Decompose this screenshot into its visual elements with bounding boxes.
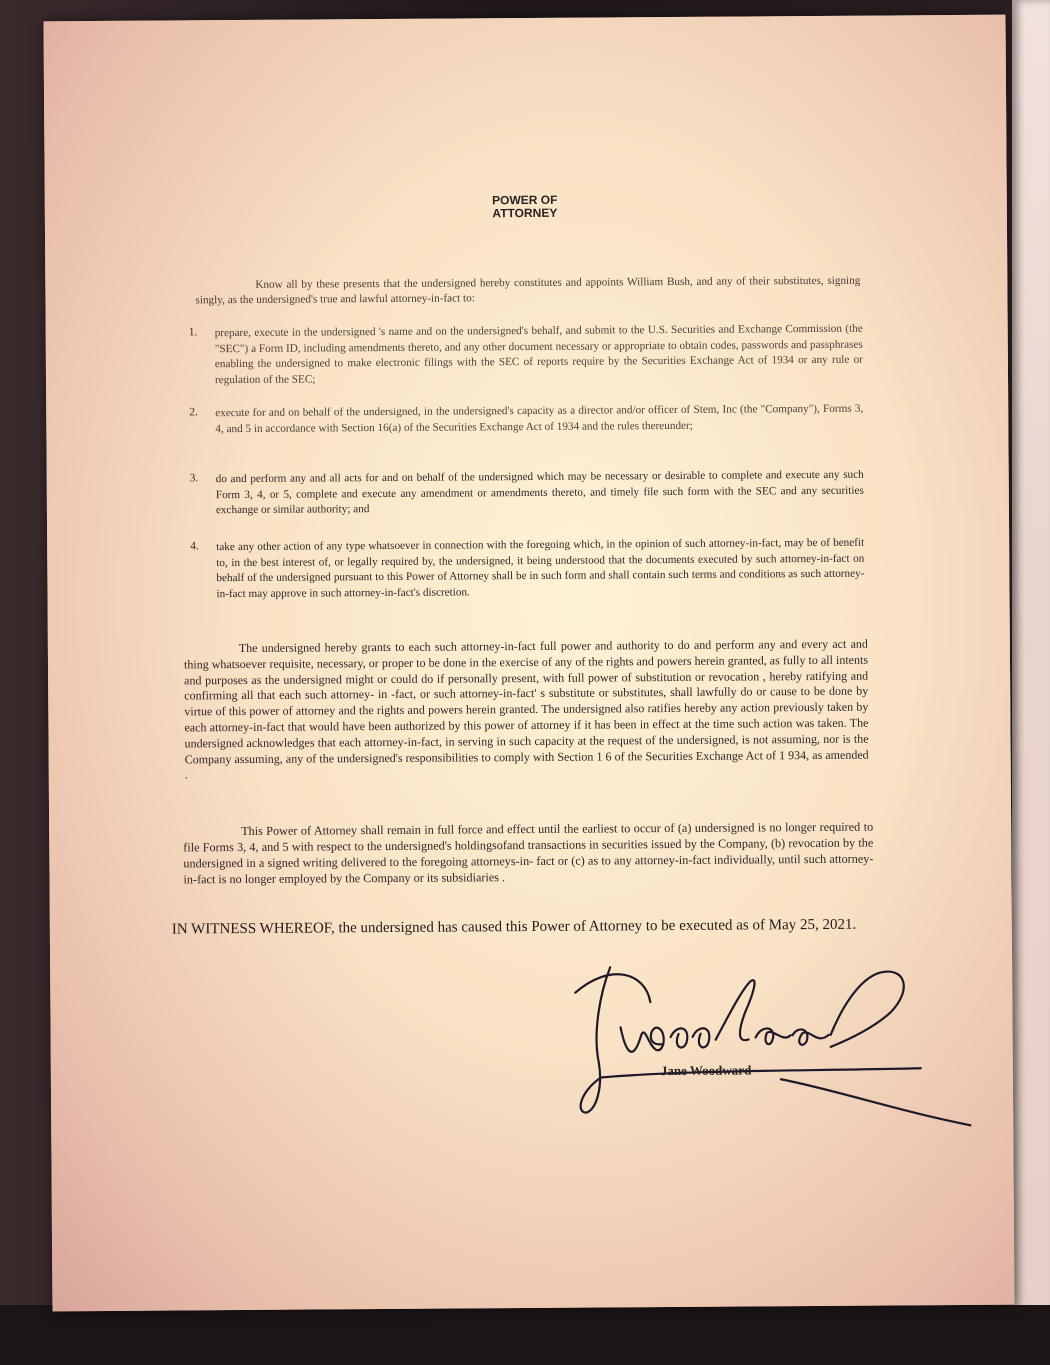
table-surface	[0, 1305, 1050, 1365]
grant-paragraph: The undersigned hereby grants to each such attorney-in-fact full power and authority to do and perform any and every act and thing whatsoever requisite, necessary, or proper to be done in the exercise of any of the rights and powers herein granted, as fully to all intents and purposes as the undersigned might or could do if personally present, with full power of substitution or revocation , hereby ratifying and confirming all that each such attorney- in -fact, or such attorney-in-fact' s substitute or substitutes, shall lawfully do or cause to be done by virtue of this power of attorney and the rights and powers herein granted. The undersigned also ratifies hereby any action previously taken by each attorney-in-fact that would have been authorized by this power of attorney if it has been in effect at the time such action was taken. The undersigned acknowledges that each attorney-in-fact, in serving in such capacity at the request of the undersigned, is not assuming, nor is the Company assuming, any of the undersigned's responsibilities to comply with Section 1 6 of the Securities Exchange Act of 1 934, as amended .	[183, 636, 869, 782]
list-item-number: 3.	[189, 472, 199, 485]
list-item-number: 2.	[189, 406, 198, 419]
document-page	[44, 15, 1015, 1312]
signature-block	[540, 950, 971, 1143]
list-item-text: take any other action of any type whatsoever in connection with the foregoing which, in the opinion of such attorney-in-fact, may be of benefit to, in the best interest of, or legally required by, the undersigned, it being understood that the documents executed by such attorney-in-fact on behalf of the undersigned pursuant to this Power of Attorney shall be in such form and shall contain such terms and conditions as such attorney-in-fact may approve in such attorney-in-fact's discretion.	[216, 536, 865, 600]
duration-paragraph: This Power of Attorney shall remain in full force and effect until the earliest to occur of (a) undersigned is no longer required to file Forms 3, 4, and 5 with respect to the undersigned's holdingsofand transactions in securities issued by the Company, (b) revocation by the undersigned in a signed writing delivered to the foregoing attorneys-in- fact or (c) as to any attorney-in-fact individually, until such attorney-in-fact is no longer employed by the Company or its subsidiaries .	[183, 819, 874, 887]
signature-text: JWoodward	[540, 952, 545, 954]
intro-paragraph: Know all by these presents that the undersigned hereby constitutes and appoints William Bush, and any of their substitutes, signing singly, as the undersigned's true and lawful attorney-in-fact to:	[195, 274, 861, 307]
list-item	[188, 322, 869, 386]
handwritten-signature	[540, 950, 971, 1143]
list-item-text: do and perform any and all acts for and on behalf of the undersigned which may be necessary or desirable to complete and execute any such Form 3, 4, or 5, complete and execute any amendment or amendments thereto, and timely file such form with the SEC and any securities exchange or similar authority; and	[215, 468, 864, 517]
witness-clause: IN WITNESS WHEREOF, the undersigned has caused this Power of Attorney to be executed as of May 25, 2021.	[171, 916, 857, 938]
list-item-number: 4.	[190, 540, 199, 553]
list-item	[189, 402, 869, 435]
list-item-text: prepare, execute in the undersigned 's name and on the undersigned's behalf, and submit to the U.S. Securities and Exchange Commission (the "SEC") a Form ID, including amendments thereto, and any other document necessary or appropriate to obtain codes, passwords and passphrases enabling the undersigned to make electronic filings with the SEC of reports require by the Securities Exchange Act of 1934 or any rule or regulation of the SEC;	[214, 322, 863, 386]
signer-name: Jane Woodward	[660, 1062, 752, 1079]
background-paper-edge	[1012, 0, 1050, 1365]
document-title: POWER OF ATTORNEY	[492, 192, 558, 221]
list-item-text: execute for and on behalf of the undersigned, in the undersigned's capacity as a director and/or officer of Stem, Inc (the "Company"), Forms 3, 4, and 5 in accordance with Section 16(a) of the Securities Exchange Act of 1934 and the rules thereunder;	[215, 402, 864, 435]
list-item	[189, 468, 870, 517]
list-item	[190, 536, 870, 600]
list-item-number: 1.	[188, 326, 198, 339]
